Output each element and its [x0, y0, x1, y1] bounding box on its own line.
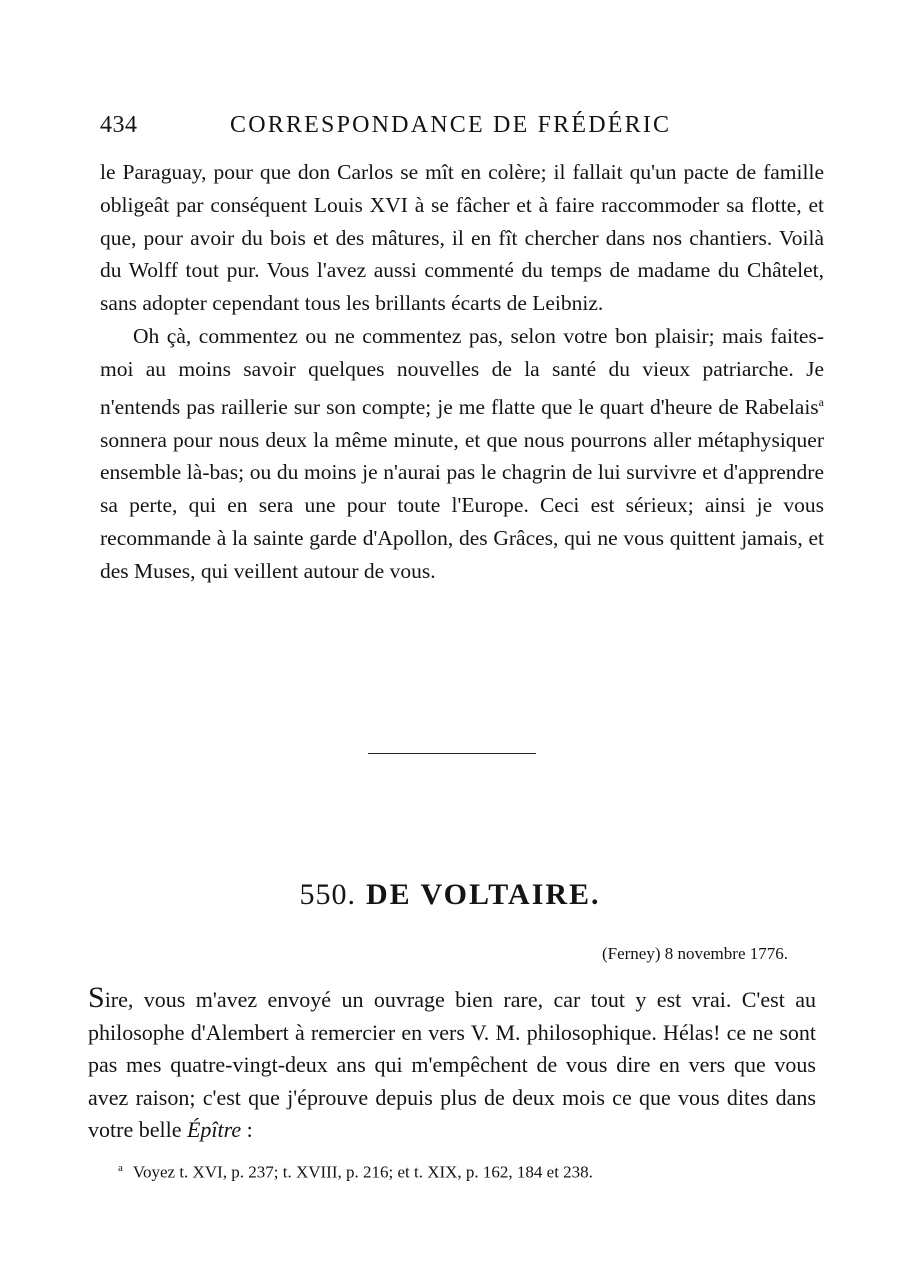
letter-heading [0, 878, 900, 912]
paragraph-1: le Paraguay, pour que don Carlos se mît en colère; il fallait qu'un pacte de famille obligeât par conséquent Louis XVI à se fâcher et à faire raccommoder sa flotte, et que, pour avoir du bois et des mâtures, il en fît chercher dans nos chantiers. Voilà du Wolff tout pur. Vous l'avez aussi commenté du temps de madame du Châtelet, sans adopter cependant tous les brillants écarts de Leibniz. [100, 160, 824, 316]
footnote-marker: a [118, 1162, 123, 1174]
paragraph-2 [100, 320, 824, 588]
running-head [100, 112, 700, 146]
letter-number: 550. [299, 878, 356, 911]
letter-paragraph [88, 982, 816, 1147]
footnote-text: Voyez t. XVI, p. 237; t. XVIII, p. 216; et t. XIX, p. 162, 184 et 238. [132, 1162, 593, 1182]
footnote-reference: a [818, 394, 824, 409]
paragraph-2-part-1: Oh çà, commentez ou ne commentez pas, selon votre bon plaisir; mais faites-moi au moins savoir quelques nouvelles de la santé du vieux patriarche. Je n'entends pas raillerie sur son compte; je me flatte que le quart d'heure de Rabelais [100, 323, 824, 419]
body-text [100, 156, 824, 588]
letter-author: DE VOLTAIRE. [365, 878, 601, 911]
paragraph-2-part-2: sonnera pour nous deux la même minute, et que nous pourrons aller métaphysiquer ensemble là-bas; ou du moins je n'aurai pas le chagrin de lui survivre et d'apprendre sa perte, qui en sera une pour toute l'Europe. Ceci est sérieux; ainsi je vous recommande à la sainte garde d'Apollon, des Grâces, qui ne vous quittent jamais, et des Muses, qui veillent autour de vous. [100, 427, 824, 583]
footnote [118, 1162, 593, 1183]
letter-initial: S [88, 981, 105, 1014]
page-number: 434 [100, 112, 138, 138]
letter-body: ire, vous m'avez envoyé un ouvrage bien rare, car tout y est vrai. C'est au philosophe d'Alembert à remercier en vers V. M. philosophique. Hélas! ce ne sont pas mes quatre-vingt-deux ans qui m'empêchent de vous dire en vers que vous avez raison; c'est que j'éprouve depuis plus de deux mois ce que vous dites dans votre belle [88, 987, 816, 1143]
section-divider [368, 753, 536, 754]
letter-body-end: : [241, 1117, 253, 1143]
letter-dateline: (Ferney) 8 novembre 1776. [601, 944, 788, 963]
running-title: CORRESPONDANCE DE FRÉDÉRIC [230, 112, 672, 138]
letter-text [88, 982, 816, 1147]
letter-italic-title: Épître [186, 1117, 242, 1143]
